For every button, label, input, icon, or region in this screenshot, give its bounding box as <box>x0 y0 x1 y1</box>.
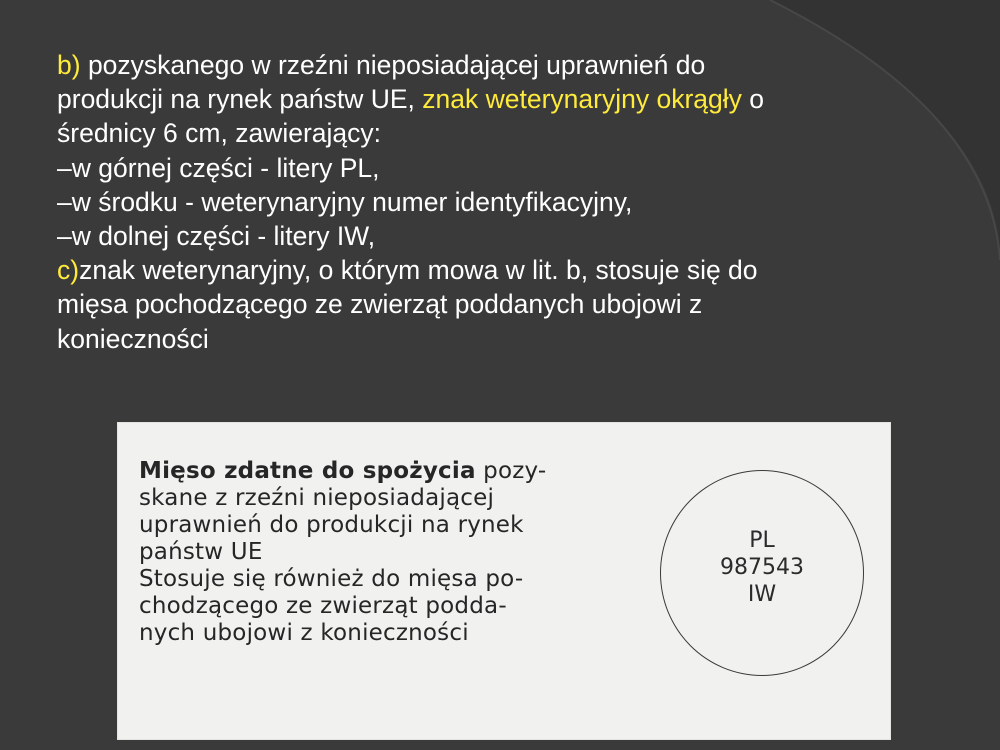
stamp-top-letters: PL <box>749 528 775 553</box>
text-segment: średnicy 6 cm, zawierający: <box>57 118 381 149</box>
stamp-identification-number: 987543 <box>720 555 804 580</box>
slide-text-line <box>57 48 937 82</box>
highlighted-text: znak weterynaryjny okrągły <box>422 84 742 115</box>
text-segment: –w dolnej części - litery IW, <box>57 221 376 252</box>
text-segment: –w środku - weterynaryjny numer identyfikacyjny, <box>57 186 633 217</box>
slide-text-line <box>57 253 937 287</box>
scan-text-line <box>139 620 599 647</box>
scan-text-segment: państw UE <box>139 539 263 565</box>
scan-text-line <box>139 566 599 593</box>
stamp-bottom-letters: IW <box>747 582 777 607</box>
scan-text-segment: pozy- <box>475 458 547 484</box>
scan-text-segment: uprawnień do produkcji na rynek <box>139 512 524 538</box>
scan-text-line <box>139 485 599 512</box>
scanned-excerpt-text <box>139 458 599 647</box>
slide-text-line <box>57 116 937 150</box>
text-segment: pozyskanego w rzeźni nieposiadającej uprawnień do <box>80 50 706 80</box>
highlighted-text: c) <box>57 255 80 286</box>
slide-text-line <box>57 287 937 321</box>
scanned-excerpt <box>117 422 891 740</box>
veterinary-stamp-circle <box>660 470 864 676</box>
slide-text-line <box>57 82 937 116</box>
text-segment: produkcji na rynek państw UE, <box>57 84 423 115</box>
scan-text-segment: chodzącego ze zwierząt podda- <box>139 593 507 619</box>
slide-text-line <box>57 219 937 253</box>
scan-text-line <box>139 512 599 539</box>
text-segment: konieczności <box>57 323 209 354</box>
text-segment: mięsa pochodzącego ze zwierząt poddanych ubojowi z <box>57 289 703 320</box>
text-segment: o <box>741 84 764 115</box>
slide-body-text <box>57 48 937 356</box>
scan-text-line <box>139 593 599 620</box>
text-segment: –w górnej części - litery PL, <box>57 152 380 183</box>
scan-text-segment: skane z rzeźni nieposiadającej <box>139 485 495 511</box>
scan-text-line <box>139 458 599 485</box>
text-segment: znak weterynaryjny, o którym mowa w lit. b, stosuje się do <box>79 255 758 286</box>
slide-text-line <box>57 185 937 219</box>
scan-text-segment: Stosuje się również do mięsa po- <box>139 566 524 592</box>
highlighted-text: b) <box>57 50 81 80</box>
scan-text-line <box>139 539 599 566</box>
scan-text-segment: nych ubojowi z konieczności <box>139 620 469 646</box>
slide-text-line <box>57 322 937 356</box>
scan-heading-text: Mięso zdatne do spożycia <box>139 458 476 484</box>
stamp-text <box>661 527 863 608</box>
slide-text-line <box>57 151 937 185</box>
